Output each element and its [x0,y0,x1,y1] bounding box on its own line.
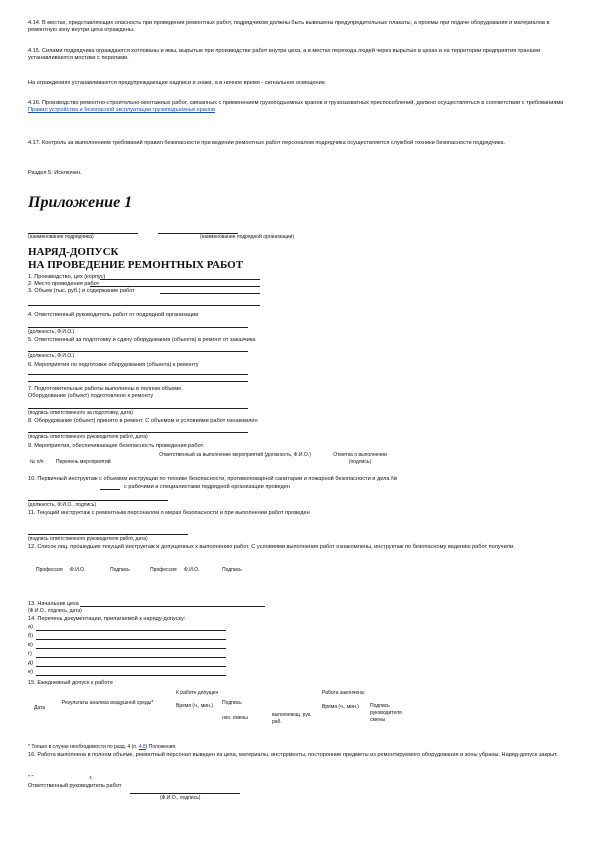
field-16-label: 16. Работа выполнена в полном объеме, ремонтный персонал выведен из цеха, материалы, инструменты, посторонние предметы из ремонтируемого оборудования и зоны убраны. Наряд-допуск закрыт. [28,752,558,758]
t12-col-prof-2: Профессия [150,567,177,573]
t15-allowed: К работе допущен [176,690,219,696]
field-2-line[interactable] [90,286,260,287]
field-16-label-b: Ответственный руководитель работ [28,783,122,789]
list-e: д) [28,660,34,666]
field-8-label: 8. Оборудование (объект) принято в ремонт. С объемом и условиями работ ознакомлен [28,418,258,424]
t12-col-sign-1: Подпись [110,567,130,573]
t15-sign: Подпись [222,700,242,706]
field-8-sub: (подпись ответственного руководителя работ, дата) [28,434,148,440]
list-f: е) [28,669,33,675]
field-13-line[interactable] [80,606,265,607]
field-15-label: 15. Ежедневный допуск к работе [28,680,113,686]
footnote [28,744,177,751]
t15-sign2: Подпись руководителя смены [370,703,402,723]
field-11-label: 11. Текущий инструктаж с ремонтным персоналом о мерах безопасности и при выполнении работ проведен [28,510,310,516]
t15-date: Дата [34,705,46,711]
list-b: б) [28,633,34,639]
field-1-line[interactable] [100,279,260,280]
t12-col-name-2: Ф.И.О. [184,567,200,573]
appendix-title: Приложение 1 [28,194,133,211]
field-4-label: 4. Ответственный руководитель работ от подрядной организации [28,312,199,318]
list-f-line[interactable] [36,675,226,676]
field-4-sub: (должность, Ф.И.О.) [28,329,75,335]
field-3-line-2[interactable] [28,305,260,306]
t12-col-prof-1: Профессия [36,567,63,573]
field-2-label: 2. Место проведения работ [28,281,100,287]
list-c: в) [28,642,33,648]
section-5-note: Раздел 5. Исключен. [28,170,82,176]
field-6-label: 6. Мероприятия по подготовке оборудования (объекта) к ремонту [28,362,199,368]
field-10-sub: (должность, Ф.И.О., подпись) [28,502,97,508]
field-6-line[interactable] [28,374,248,375]
field-7-line[interactable] [28,408,248,409]
footnote-post: ) Положения. [145,744,177,750]
field-13-label: 13. Начальник цеха [28,601,79,607]
t15-sign-client: нач. смены [222,715,248,721]
field-6-line-2[interactable] [28,381,248,382]
list-c-line[interactable] [36,648,226,649]
field-3-label: 3. Объем (тыс. руб.) и содержание работ [28,288,135,294]
t9-col-measures: Перечень мероприятий [56,459,111,465]
field-1-label: 1. Производство, цех (корпус) [28,274,106,280]
t15-result: Результаты анализа воздушной среды* [62,700,154,706]
field-7-label: 7. Подготовительные работы выполнены в полном объеме. [28,386,183,392]
t9-col-mark: Отметка о выполнении (подпись) [333,452,387,465]
field-7-label-b: Оборудование (объект) подготовлено к ремонту [28,393,154,399]
list-b-line[interactable] [36,639,226,640]
t12-col-name-1: Ф.И.О. [70,567,86,573]
t9-col-responsible: Ответственный за выполнение мероприятий (должность, Ф.И.О.) [159,452,311,458]
t9-col-num: № п/п [30,459,44,465]
footnote-pre: * Только в случае необходимости по разд. 4 (п. [28,744,138,750]
list-a-line[interactable] [36,630,226,631]
field-14-label: 14. Перечень документации, прилагаемой к наряду-допуску: [28,616,186,622]
field-11-line[interactable] [28,534,188,535]
doc-title-1: НАРЯД-ДОПУСК [28,246,119,258]
t15-sign-contr: выполняющ. рук. раб. [272,712,312,725]
field-7-sub: (подпись ответственного за подготовку, дата) [28,410,133,416]
paragraph-4-16 [28,100,568,114]
list-a: а) [28,624,33,630]
footnote-link[interactable]: 4.8 [138,744,146,750]
org-label: (наименование подрядной организации) [200,234,295,240]
field-13-sub: (Ф.И.О., подпись, дата) [28,608,82,614]
list-e-line[interactable] [36,666,226,667]
field-5-label: 5. Ответственный за подготовку и сдачу оборудования (объекта) в ремонт от заказчика [28,337,256,343]
doc-title-2: НА ПРОВЕДЕНИЕ РЕМОНТНЫХ РАБОТ [28,259,244,271]
list-d: г) [28,651,32,657]
field-16-sub: (Ф.И.О., подпись) [160,795,201,801]
field-12-label: 12. Список лиц, прошедших текущий инструктаж и допущенных к выполнению работ. С условиями выполнения работ ознакомлены, инструктаж по безопасному ведению работ получили. [28,544,515,550]
field-10-label-b: с рабочими и специалистами подрядной организации проведен [124,484,290,490]
field-10-label: 10. Первичный инструктаж с объемом инструкции по технике безопасности, противопожарной санитарии и пожарной безопасности и дела № [28,476,398,482]
rules-cranes-link[interactable]: Правил устройства и безопасной эксплуатации грузоподъемных кранов [28,107,215,113]
paragraph-4-14: 4.14. В местах, представляющих опасность при проведении ремонтных работ, подрядчиком должны быть вывешены предупредительные плакаты, а проемы при подаче оборудования и материалов в ремонтную зону внутри цеха ограждены. [28,20,550,33]
field-5-line[interactable] [28,351,248,352]
t12-col-sign-2: Подпись [222,567,242,573]
paragraph-4-16-text: 4.16. Производство ремонтно-строительно-монтажных работ, связанных с применением грузоподъемных кранов и грузозахватных приспособлений, должно осуществляться в соответствии с требованиями [28,100,564,106]
field-9-label: 9. Мероприятия, обеспечивающие безопасность проведения работ. [28,443,205,449]
contractor-label: (наименование подрядчика) [28,234,94,240]
field-5-sub: (должность, Ф.И.О.) [28,353,75,359]
field-10-number-line[interactable] [100,489,120,490]
field-16-line[interactable] [130,793,240,794]
field-11-sub: (подпись ответственного руководителя работ, дата) [28,536,148,542]
field-10-line[interactable] [28,500,168,501]
quote-line: " " г. [28,775,93,781]
field-4-line[interactable] [28,327,248,328]
list-d-line[interactable] [36,657,226,658]
paragraph-4-15b: На ограждениях устанавливаются предупреждающие надписи и знаки, а в ночное время - сигнальное освещение. [28,80,327,86]
t15-finished: Работа закончена: [322,690,366,696]
t15-time2: Время (ч., мин.) [322,704,359,710]
field-8-line[interactable] [28,432,248,433]
t15-time: Время (ч., мин.) [176,703,213,709]
paragraph-4-15: 4.15. Силами подрядчика ограждаются котлованы и ямы, вырытые при производстве работ внутри цеха, а в местах перехода людей через вырытые в цехах и на территории предприятия траншеи устанавливаются мостики с перилами. [28,48,541,61]
paragraph-4-17: 4.17. Контроль за выполнением требований правил безопасности при ведении ремонтных работ персоналом подрядчика осуществляется службой техники безопасности подрядчика. [28,140,506,146]
field-3-line[interactable] [160,293,260,294]
